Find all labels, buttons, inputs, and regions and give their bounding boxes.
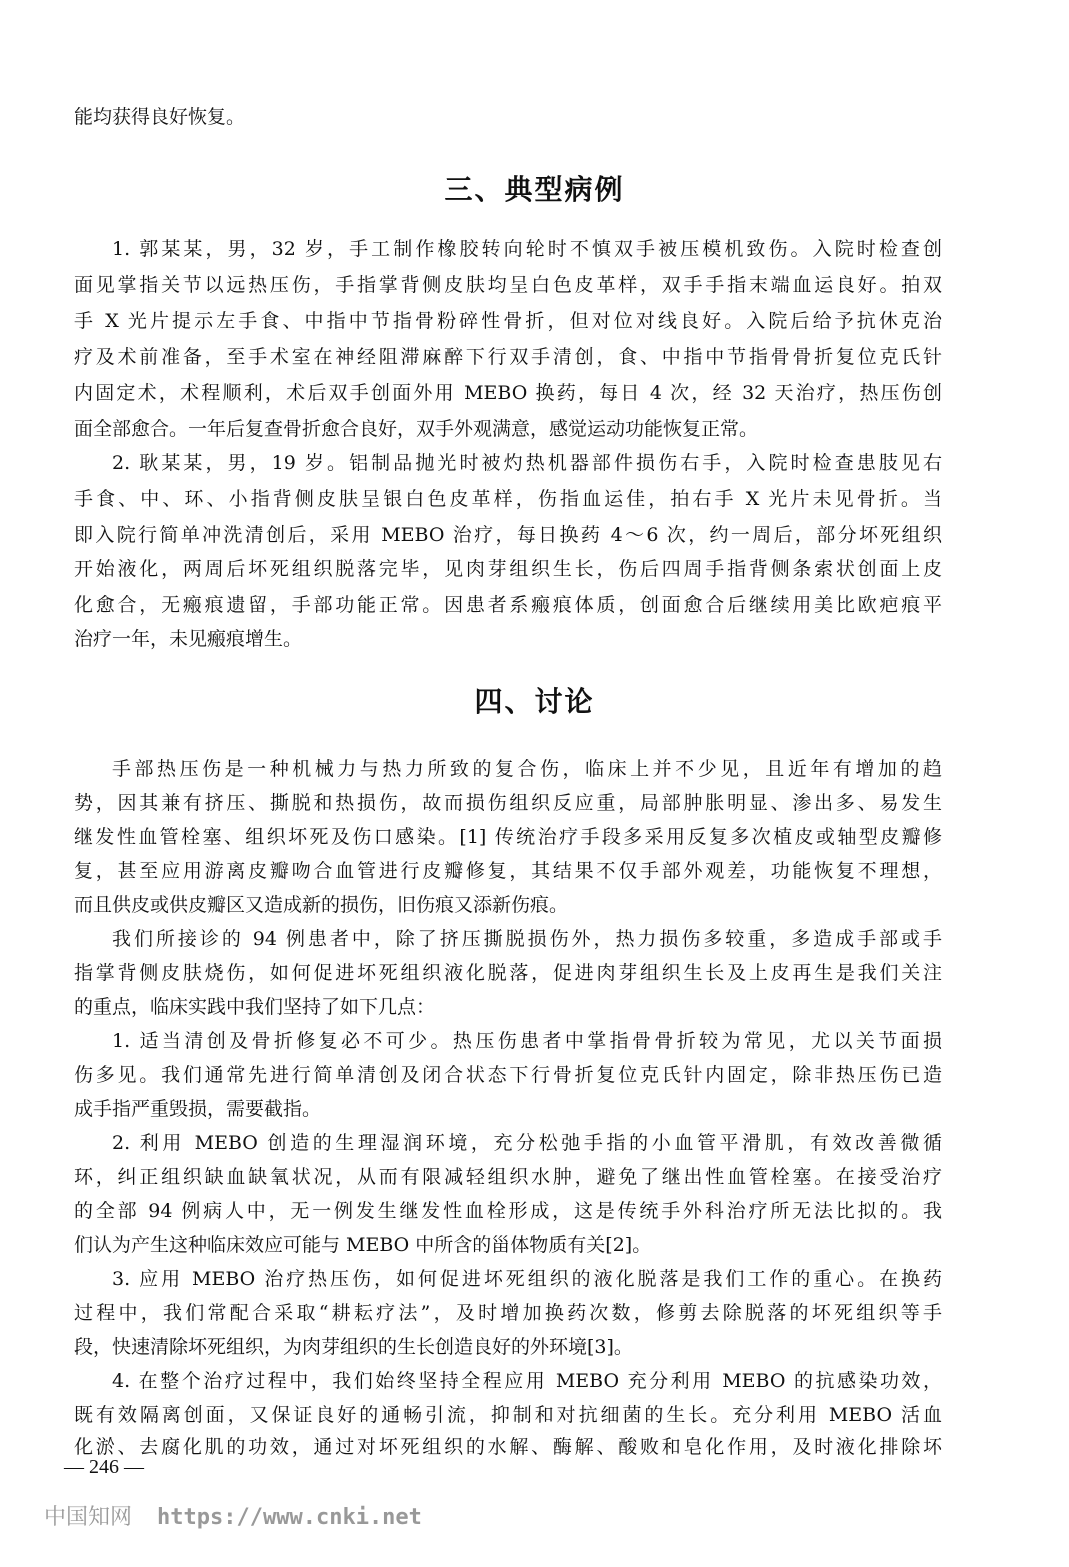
page-number: — 246 — <box>64 1456 144 1478</box>
point4-line: 既有效隔离创面，又保证良好的通畅引流，抑制和对抗细菌的生长。充分利用 MEBO 活血 <box>74 1404 942 1426</box>
section-heading-3: 三、典型病例 <box>444 173 625 206</box>
point2-line: 们认为产生这种临床效应可能与 MEBO 中所含的甾体物质有关[2]。 <box>74 1234 652 1256</box>
case2-line: 化愈合，无瘢痕遗留，手部功能正常。因患者系瘢痕体质，创面愈合后继续用美比欧疤痕平 <box>74 594 942 616</box>
point2-line: 的全部 94 例病人中，无一例发生继发性血栓形成，这是传统手外科治疗所无法比拟的。我 <box>74 1200 942 1222</box>
section-heading-4: 四、讨论 <box>474 685 595 718</box>
case1-line: 面全部愈合。一年后复查骨折愈合良好，双手外观满意，感觉运动功能恢复正常。 <box>74 418 759 440</box>
point1-line: 伤多见。我们通常先进行简单清创及闭合状态下行骨折复位克氏针内固定，除非热压伤已造 <box>74 1064 942 1086</box>
footer-url[interactable]: https://www.cnki.net <box>157 1505 422 1530</box>
discussion-line: 势，因其兼有挤压、撕脱和热损伤，故而损伤组织反应重，局部肿胀明显、渗出多、易发生 <box>74 792 942 814</box>
point4-line: 化淤、去腐化肌的功效，通过对坏死组织的水解、酶解、酸败和皂化作用，及时液化排除坏 <box>74 1436 942 1458</box>
point1-line: 1. 适当清创及骨折修复必不可少。热压伤患者中掌指骨骨折较为常见，尤以关节面损 <box>112 1030 942 1052</box>
discussion-line: 复，甚至应用游离皮瓣吻合血管进行皮瓣修复，其结果不仅手部外观差，功能恢复不理想， <box>74 860 942 882</box>
footer-site-name: 中国知网 <box>44 1505 133 1530</box>
case1-line: 面见掌指关节以远热压伤，手指掌背侧皮肤均呈白色皮革样，双手手指末端血运良好。拍双 <box>74 274 942 296</box>
point4-line: 4. 在整个治疗过程中，我们始终坚持全程应用 MEBO 充分利用 MEBO 的抗感染功效， <box>112 1370 942 1392</box>
case2-line: 手食、中、环、小指背侧皮肤呈银白色皮革样，伤指血运佳，拍右手 X 光片未见骨折。当 <box>74 488 942 510</box>
discussion-line: 我们所接诊的 94 例患者中，除了挤压撕脱损伤外，热力损伤多较重，多造成手部或手 <box>112 928 942 950</box>
discussion-line: 手部热压伤是一种机械力与热力所致的复合伤，临床上并不少见，且近年有增加的趋 <box>112 758 942 780</box>
case1-line: 手 X 光片提示左手食、中指中节指骨粉碎性骨折，但对位对线良好。入院后给予抗休克治 <box>74 310 942 332</box>
point1-line: 成手指严重毁损，需要截指。 <box>74 1098 322 1120</box>
discussion-line: 而且供皮或供皮瓣区又造成新的损伤，旧伤痕又添新伤痕。 <box>74 894 569 916</box>
case2-line: 即入院行简单冲洗清创后，采用 MEBO 治疗，每日换药 4～6 次，约一周后，部分坏死组织 <box>74 524 942 546</box>
case1-line: 内固定术，术程顺利，术后双手创面外用 MEBO 换药，每日 4 次，经 32 天治疗，热压伤创 <box>74 382 942 404</box>
discussion-line: 指掌背侧皮肤烧伤，如何促进坏死组织液化脱落，促进肉芽组织生长及上皮再生是我们关注 <box>74 962 942 984</box>
discussion-line: 继发性血管栓塞、组织坏死及伤口感染。[1] 传统治疗手段多采用反复多次植皮或轴型皮瓣修 <box>74 826 942 848</box>
text-line: 能均获得良好恢复。 <box>74 106 246 128</box>
case2-line: 2. 耿某某，男，19 岁。铝制品抛光时被灼热机器部件损伤右手，入院时检查患肢见右 <box>112 452 942 474</box>
point3-line: 段，快速清除坏死组织，为肉芽组织的生长创造良好的外环境[3]。 <box>74 1336 633 1358</box>
case1-line: 疗及术前准备，至手术室在神经阻滞麻醉下行双手清创，食、中指中节指骨骨折复位克氏针 <box>74 346 942 368</box>
footer-watermark <box>44 1500 422 1531</box>
discussion-line: 的重点，临床实践中我们坚持了如下几点： <box>74 996 436 1018</box>
point3-line: 3. 应用 MEBO 治疗热压伤，如何促进坏死组织的液化脱落是我们工作的重心。在换药 <box>112 1268 942 1290</box>
point2-line: 环，纠正组织缺血缺氧状况，从而有限减轻组织水肿，避免了继出性血管栓塞。在接受治疗 <box>74 1166 942 1188</box>
point3-line: 过程中，我们常配合采取“耕耘疗法”，及时增加换药次数，修剪去除脱落的坏死组织等手 <box>74 1302 942 1324</box>
case1-line: 1. 郭某某，男，32 岁，手工制作橡胶转向轮时不慎双手被压模机致伤。入院时检查创 <box>112 238 942 260</box>
case2-line: 治疗一年，未见瘢痕增生。 <box>74 628 303 650</box>
point2-line: 2. 利用 MEBO 创造的生理湿润环境，充分松弛手指的小血管平滑肌，有效改善微循 <box>112 1132 942 1154</box>
case2-line: 开始液化，两周后坏死组织脱落完毕，见肉芽组织生长，伤后四周手指背侧条索状创面上皮 <box>74 558 942 580</box>
